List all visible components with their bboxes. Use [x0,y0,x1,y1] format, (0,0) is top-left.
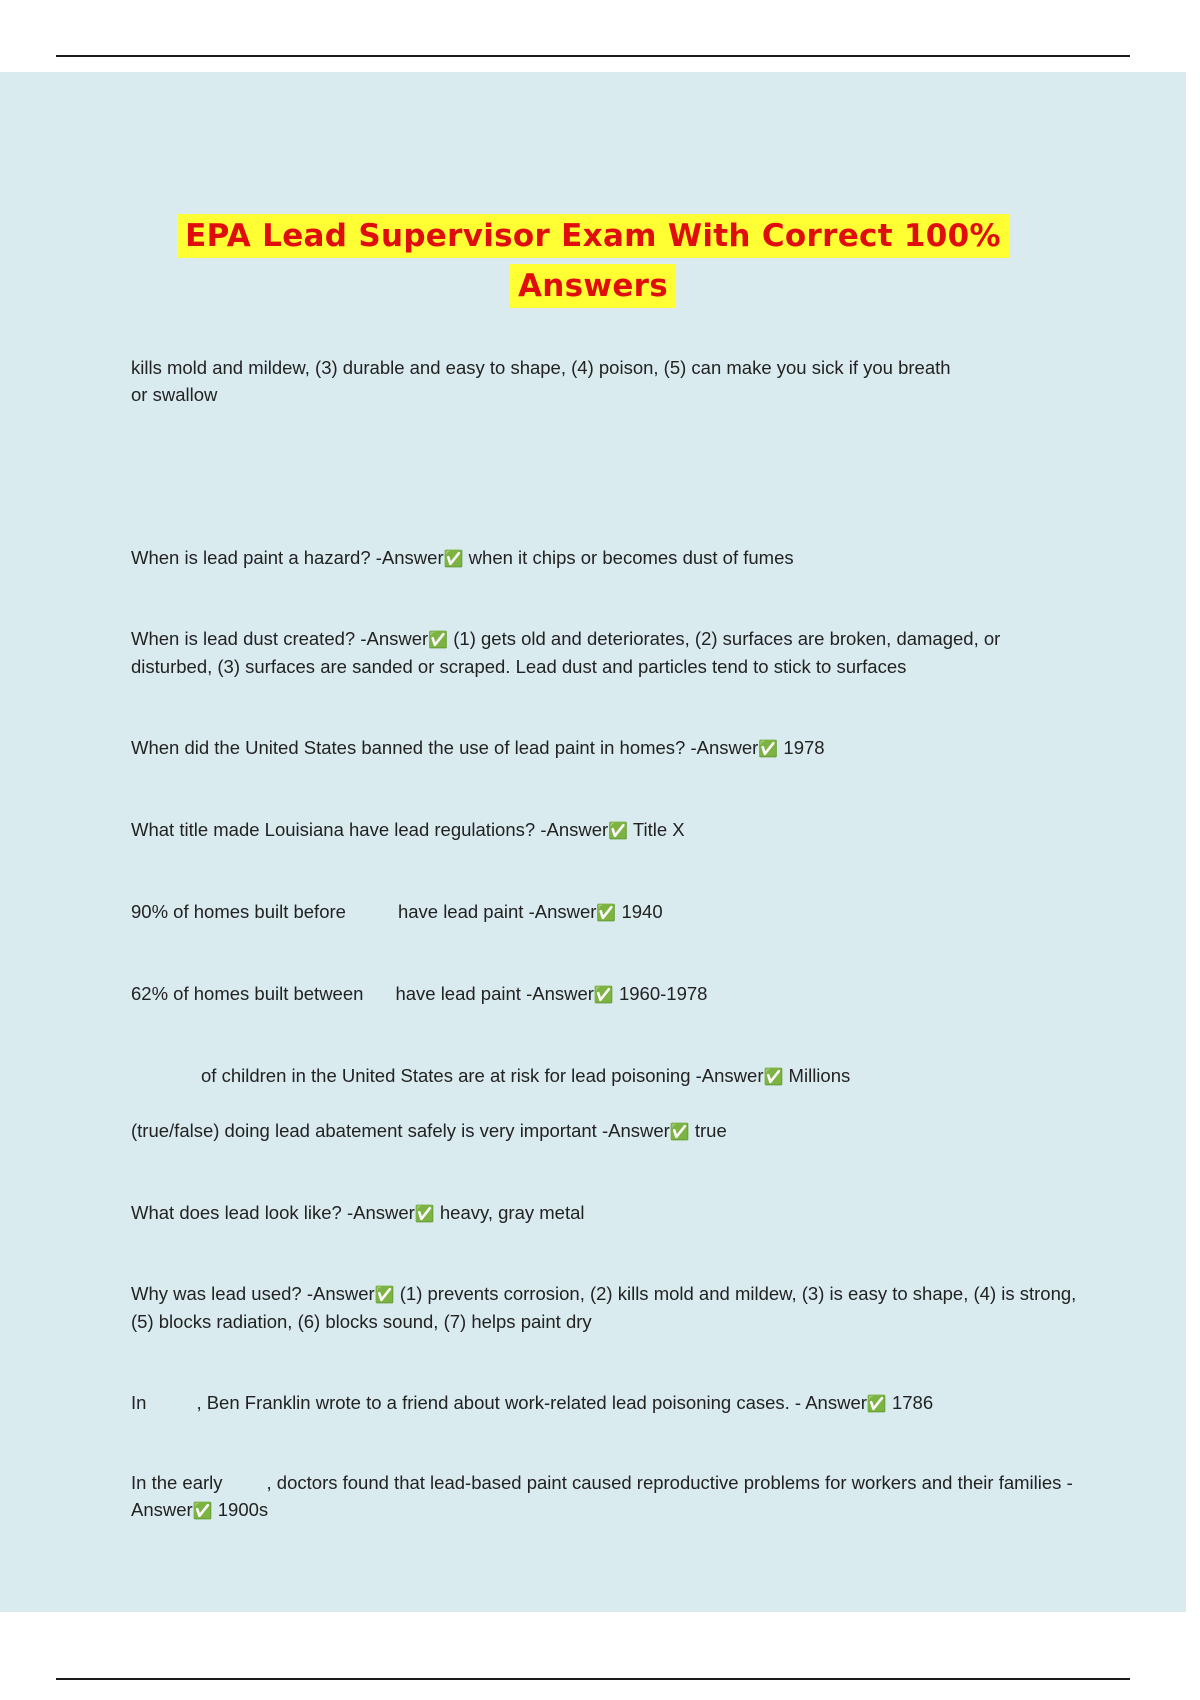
check-icon: ✅ [669,1122,690,1141]
answer-text: 1786 [886,1392,934,1413]
question-text: , doctors found that lead-based paint caused reproductive problems for workers and their families -Answer [131,1472,1073,1520]
check-icon: ✅ [866,1394,887,1413]
intro-text: kills mold and mildew, (3) durable and easy to shape, (4) poison, (5) can make you sick if you breath or swallow [131,357,951,405]
bottom-rule [56,1678,1130,1680]
question-text: (true/false) doing lead abatement safely is very important -Answer [131,1120,670,1141]
question-text: When is lead paint a hazard? -Answer [131,547,444,568]
question-text: Why was lead used? -Answer [131,1283,375,1304]
qa-item [131,1469,1081,1524]
question-text: have lead paint -Answer [397,901,597,922]
intro-paragraph [131,354,961,408]
check-icon: ✅ [414,1204,435,1223]
qa-item [131,734,1091,762]
question-text: have lead paint -Answer [395,983,594,1004]
qa-item [131,1389,1091,1417]
check-icon: ✅ [374,1285,395,1304]
answer-text: Millions [783,1065,851,1086]
document-title [0,214,1186,308]
check-icon: ✅ [192,1501,213,1520]
answer-text: (1) gets old and deteriorates, (2) surfaces are broken, damaged, or disturbed, (3) surfaces are sanded or scraped. Lead dust and particles tend to stick to surfaces [131,628,1001,677]
qa-item [131,625,1081,680]
question-text: In [131,1392,147,1413]
question-text: 90% of homes built before [131,901,346,922]
check-icon: ✅ [593,985,614,1004]
qa-item [131,1117,1091,1145]
qa-item [131,1280,1086,1335]
title-line-1: EPA Lead Supervisor Exam With Correct 100% [177,214,1009,258]
answer-text: 1978 [778,737,825,758]
answer-text: 1960-1978 [613,983,708,1004]
question-text: When is lead dust created? -Answer [131,628,429,649]
check-icon: ✅ [758,739,779,758]
answer-text: true [689,1120,727,1141]
question-text: What title made Louisiana have lead regulations? -Answer [131,819,609,840]
check-icon: ✅ [428,630,449,649]
check-icon: ✅ [596,903,617,922]
answer-text: Title X [628,819,685,840]
qa-item [131,898,1091,926]
question-text: In the early [131,1472,223,1493]
question-text: of children in the United States are at risk for lead poisoning -Answer [201,1065,764,1086]
question-text: What does lead look like? -Answer [131,1202,415,1223]
question-text: , Ben Franklin wrote to a friend about work-related lead poisoning cases. - Answer [196,1392,867,1413]
answer-text: 1900s [212,1499,269,1520]
answer-text: when it chips or becomes dust of fumes [463,547,794,568]
check-icon: ✅ [608,821,629,840]
qa-item [131,1062,1091,1090]
question-text: 62% of homes built between [131,983,364,1004]
qa-item [131,980,1091,1008]
answer-text: (1) prevents corrosion, (2) kills mold and mildew, (3) is easy to shape, (4) is strong, (5) blocks radiation, (6) blocks sound, (7) helps paint dry [131,1283,1077,1332]
check-icon: ✅ [443,549,464,568]
title-line-2: Answers [510,264,676,308]
qa-item [131,816,1091,844]
top-rule [56,55,1130,57]
qa-item [131,1199,1091,1227]
answer-text: 1940 [616,901,663,922]
answer-text: heavy, gray metal [434,1202,585,1223]
qa-item [131,544,1091,572]
check-icon: ✅ [763,1067,784,1086]
question-text: When did the United States banned the use of lead paint in homes? -Answer [131,737,759,758]
